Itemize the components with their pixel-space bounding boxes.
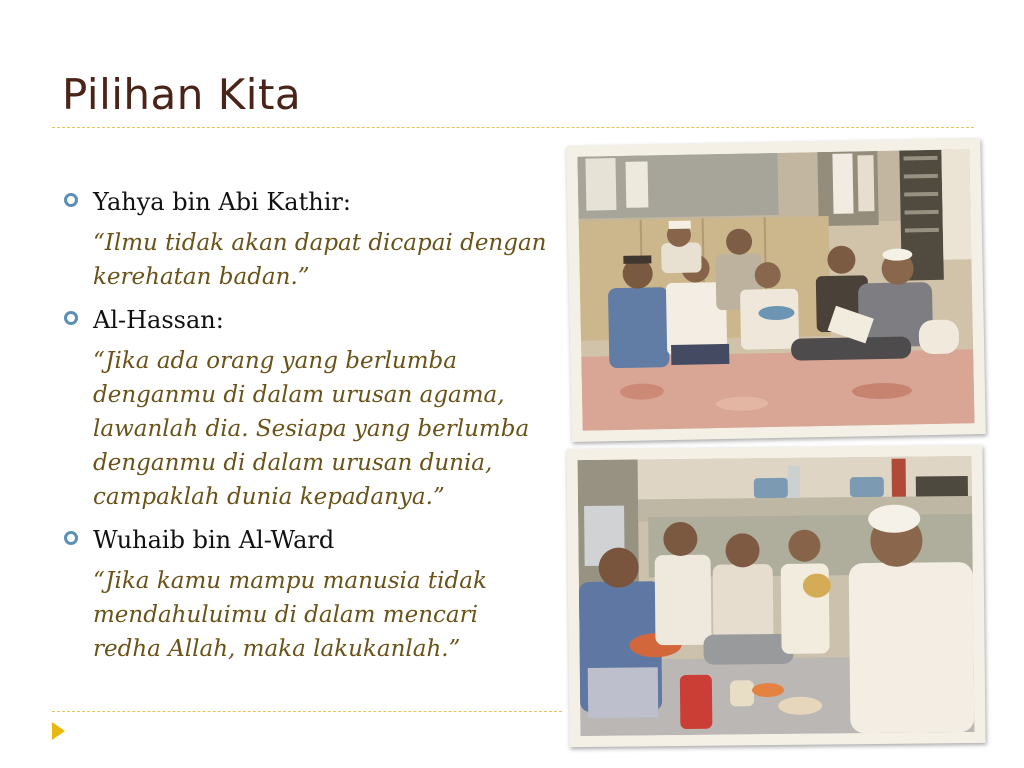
footer-divider [52,711,562,712]
quote-item-wuhaib [62,522,552,666]
photo-group-eating [566,445,985,747]
photo-group-eating-image [578,456,975,736]
slide-title: Pilihan Kita [62,70,302,119]
quote-text: “Jika ada orang yang berlumba denganmu di dalam urusan agama, lawanlah dia. Sesiapa yang berlumba denganmu di dalam urusan dunia, campaklah dunia kepadanya.” [93,348,530,510]
ring-bullet-icon [64,311,78,325]
quote-list [62,184,552,674]
ring-bullet-icon [64,193,78,207]
quote-item-hassan [62,302,552,514]
play-triangle-icon [52,722,65,740]
quote-item-yahya [62,184,552,294]
title-divider [52,127,974,128]
quote-speaker: Yahya bin Abi Kathir: [93,188,351,216]
ring-bullet-icon [64,531,78,545]
quote-text: “Jika kamu mampu manusia tidak mendahuluimu di dalam mencari redha Allah, maka lakukanlah.” [93,568,487,662]
quote-speaker: Al-Hassan: [93,306,224,334]
quote-speaker: Wuhaib bin Al-Ward [93,526,335,554]
quote-text: “Ilmu tidak akan dapat dicapai dengan kerehatan badan.” [93,230,547,290]
photo-group-sitting [566,138,986,442]
photo-group-sitting-image [577,149,974,430]
